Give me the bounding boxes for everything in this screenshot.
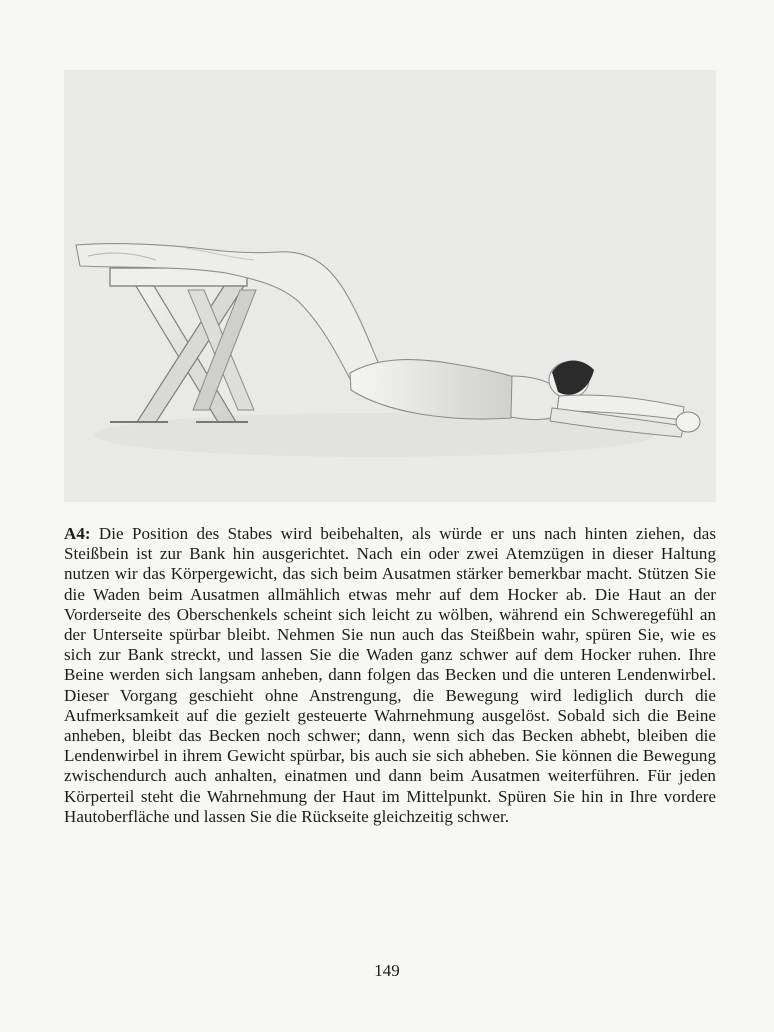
photo-illustration [64,70,716,502]
exercise-label: A4: [64,524,91,543]
exercise-description [64,524,716,827]
exercise-photo [64,70,716,502]
page-number: 149 [374,961,400,980]
exercise-text: Die Position des Stabes wird beibehalten, als würde er uns nach hinten ziehen, das Steißbein ist zur Bank hin ausgerichtet. Nach ein oder zwei Atemzügen in dieser Haltung nutzen wir das Körpergewicht, das sich beim Ausatmen stärker bemerkbar macht. Stützen Sie die Waden beim Ausatmen allmählich etwas mehr auf dem Hocker ab. Die Haut an der Vorderseite des Oberschenkels scheint sich leicht zu wölben, während ein Schweregefühl an der Unterseite spürbar bleibt. Nehmen Sie nun auch das Steißbein wahr, spüren Sie, wie es sich zur Bank streckt, und lassen Sie die Waden ganz schwer auf dem Hocker ruhen. Ihre Beine werden sich langsam anheben, dann folgen das Becken und die unteren Lendenwirbel. Dieser Vorgang geschieht ohne Anstrengung, die Bewegung wird lediglich durch die Aufmerksamkeit auf die gezielt gesteuerte Wahrnehmung ausgelöst. Sobald sich die Beine anheben, bleibt das Becken noch schwer; dann, wenn sich das Becken abhebt, bleiben die Lendenwirbel in ihrem Gewicht spürbar, bis auch sie sich abheben. Sie können die Bewegung zwischendurch auch anhalten, einatmen und dann beim Ausatmen weiterführen. Für jeden Körperteil steht die Wahrnehmung der Haut im Mittelpunkt. Spüren Sie hin in Ihre vordere Hautoberfläche und lassen Sie die Rückseite gleichzeitig schwer. [64,524,716,826]
